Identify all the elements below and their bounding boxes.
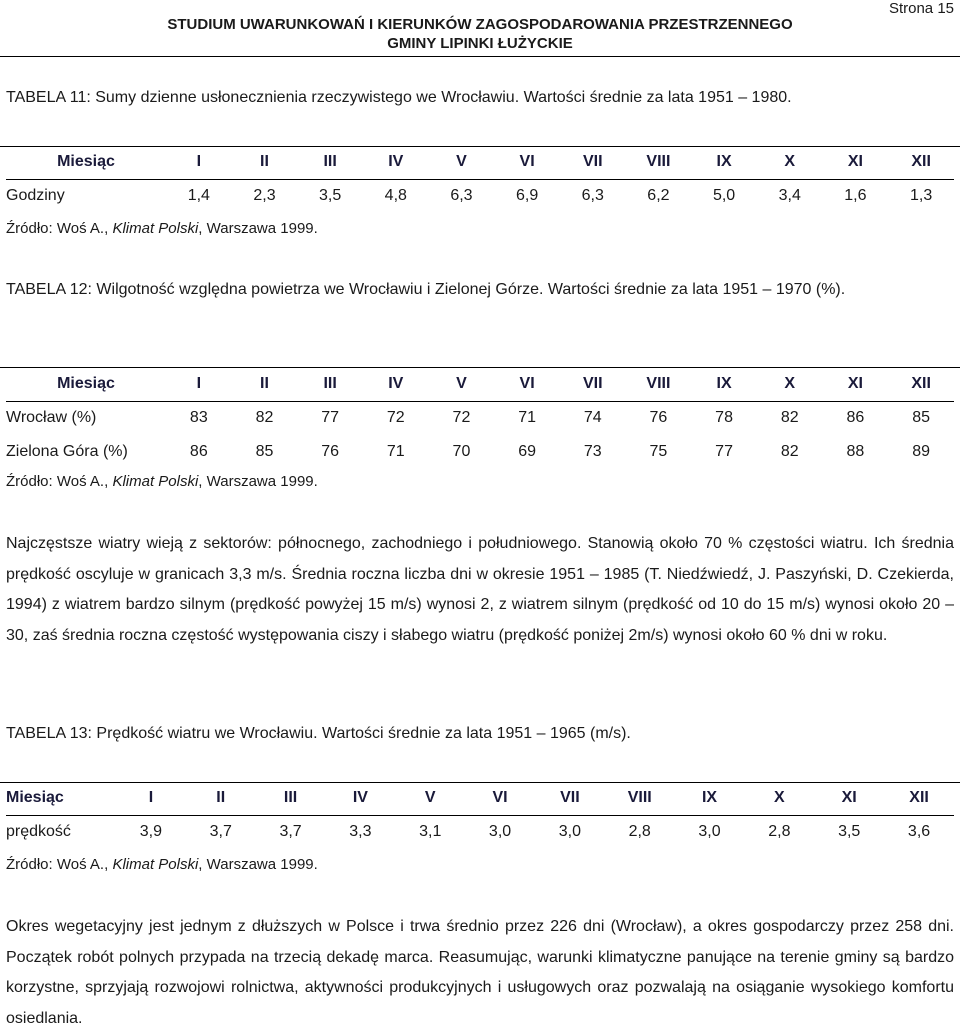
table-cell: 71: [518, 409, 536, 427]
column-header: IV: [352, 789, 368, 807]
column-header: XII: [911, 153, 931, 171]
table-cell: 6,2: [647, 186, 670, 204]
table-cell: 5,0: [712, 186, 736, 204]
column-header: VIII: [627, 789, 652, 807]
table-cell: 69: [518, 443, 536, 460]
column-header: III: [323, 153, 337, 171]
column-header: X: [784, 374, 796, 392]
column-header: V: [424, 789, 436, 807]
column-header: I: [196, 153, 202, 171]
column-header: Miesiąc: [57, 153, 115, 171]
wind-paragraph: Najczęstsze wiatry wieją z sektorów: północnego, zachodniego i południowego. Stanowią około 70 % częstości wiatru. Ich średnia prędkość oscyluje w granicach 3,3 m/s. Średnia roczna liczba dni w okresie 1951 – 1985 (T. Niedźwiedź, J. Paszyński, D. Czekierda, 1994) z wiatrem bardzo silnym (prędkość powyżej 15 m/s) wynosi 2, z wiatrem silnym (prędkość od 10 do 15 m/s) wynosi około 20 – 30, zaś średnia roczna częstość występowania ciszy i słabego wiatru (prędkość poniżej 2m/s) wynosi około 60 % dni w roku.: [6, 535, 954, 644]
table-13: [6, 782, 954, 848]
table-cell: 70: [452, 443, 471, 460]
column-header: II: [260, 374, 269, 392]
page-number: Strona 15: [888, 0, 954, 17]
column-header: VIII: [646, 153, 671, 171]
table-cell: 1,4: [187, 186, 210, 204]
row-label: prędkość: [6, 822, 71, 840]
column-header: VI: [492, 789, 508, 807]
header-rule: [0, 56, 960, 57]
column-header: II: [260, 153, 269, 171]
column-header: II: [216, 789, 226, 807]
table-cell: 3,4: [778, 186, 801, 204]
column-header: V: [456, 153, 467, 171]
table-row: [6, 435, 954, 469]
column-header: X: [784, 153, 796, 171]
column-header: IX: [716, 153, 732, 171]
column-header: VI: [519, 153, 535, 171]
table-13-caption: TABELA 13: Prędkość wiatru we Wrocławiu. Wartości średnie za lata 1951 – 1965 (m/s).: [6, 725, 631, 742]
column-header: III: [323, 374, 337, 392]
column-header: XI: [847, 374, 863, 392]
table-cell: 2,8: [628, 822, 651, 840]
table-row: [6, 179, 954, 212]
table-cell: 82: [780, 443, 799, 460]
table-cell: 76: [321, 443, 340, 460]
table-cell: 3,1: [419, 822, 442, 840]
table-13-source: Źródło: Woś A., Klimat Polski, Warszawa 1999.: [6, 856, 318, 873]
column-header: III: [283, 789, 298, 807]
table-header-row: [6, 782, 954, 815]
table-cell: 2,3: [253, 186, 276, 204]
table-cell: 3,0: [488, 822, 512, 840]
table-cell: 6,9: [515, 186, 539, 204]
table-cell: 6,3: [450, 186, 473, 204]
table-cell: 72: [452, 409, 471, 427]
table-cell: 85: [912, 409, 930, 427]
row-label: Wrocław (%): [6, 409, 97, 427]
table-cell: 3,6: [907, 822, 931, 840]
table-header-row: [6, 367, 954, 401]
column-header: I: [148, 789, 154, 807]
table-12-source: Źródło: Woś A., Klimat Polski, Warszawa 1999.: [6, 473, 318, 490]
table-12-caption: TABELA 12: Wilgotność względna powietrza we Wrocławiu i Zielonej Górze. Wartości średnie za lata 1951 – 1970 (%).: [6, 281, 846, 298]
row-label: Zielona Góra (%): [6, 443, 128, 460]
column-header: VII: [560, 789, 580, 807]
header-line-2: GMINY LIPINKI ŁUŻYCKIE: [387, 35, 573, 52]
column-header: VIII: [646, 374, 671, 392]
table-row: [6, 401, 954, 435]
table-cell: 71: [386, 443, 405, 460]
table-cell: 77: [321, 409, 340, 427]
row-label: Godziny: [6, 186, 65, 204]
table-cell: 78: [715, 409, 733, 427]
header-line-1: STUDIUM UWARUNKOWAŃ I KIERUNKÓW ZAGOSPODAROWANIA PRZESTRZENNEGO: [167, 16, 793, 33]
column-header: VI: [519, 374, 535, 392]
table-cell: 3,0: [558, 822, 581, 840]
table-cell: 3,3: [349, 822, 372, 840]
column-header: XII: [909, 789, 929, 807]
table-cell: 3,7: [279, 822, 302, 840]
vegetation-paragraph: Okres wegetacyjny jest jednym z dłuższych w Polsce i trwa średnio przez 226 dni (Wrocław), a okres gospodarczy przez 258 dni. Początek robót polnych przypada na trzecią dekadę marca. Reasumując, warunki klimatyczne panujące na terenie gminy są bardzo korzystne, sprzyjają rozwojowi rolnictwa, aktywności produkcyjnych i usługowych oraz pozwalają na osiąganie wysokiego komfortu osiedlania.: [6, 918, 954, 1027]
column-header: IX: [716, 374, 732, 392]
column-header: VII: [582, 374, 603, 392]
table-cell: 2,8: [768, 822, 791, 840]
table-cell: 4,8: [384, 186, 407, 204]
table-11-source: Źródło: Woś A., Klimat Polski, Warszawa 1999.: [6, 220, 318, 237]
table-row: [6, 815, 954, 848]
column-header: XII: [911, 374, 931, 392]
table-cell: 86: [846, 409, 865, 427]
column-header: IV: [388, 374, 404, 392]
table-cell: 88: [846, 443, 865, 460]
column-header: V: [456, 374, 467, 392]
table-cell: 1,6: [844, 186, 867, 204]
table-cell: 86: [189, 443, 208, 460]
table-cell: 1,3: [909, 186, 933, 204]
column-header: X: [774, 789, 785, 807]
column-header: XI: [847, 153, 863, 171]
column-header: Miesiąc: [6, 789, 64, 807]
table-cell: 82: [780, 409, 799, 427]
column-header: VII: [582, 153, 603, 171]
column-header: IX: [701, 789, 718, 807]
table-cell: 82: [255, 409, 274, 427]
table-cell: 75: [649, 443, 668, 460]
table-cell: 74: [583, 409, 602, 427]
table-cell: 72: [386, 409, 405, 427]
table-cell: 77: [715, 443, 733, 460]
column-header: I: [196, 374, 202, 392]
table-cell: 3,0: [698, 822, 721, 840]
table-cell: 76: [649, 409, 668, 427]
column-header: Miesiąc: [57, 374, 115, 392]
table-cell: 6,3: [581, 186, 604, 204]
document-header: [0, 15, 960, 53]
table-11: [6, 146, 954, 212]
table-cell: 3,5: [319, 186, 342, 204]
table-cell: 89: [912, 443, 930, 460]
table-header-row: [6, 146, 954, 179]
table-cell: 83: [189, 409, 208, 427]
table-cell: 3,5: [838, 822, 861, 840]
table-cell: 73: [583, 443, 602, 460]
column-header: IV: [388, 153, 404, 171]
table-cell: 85: [255, 443, 274, 460]
table-cell: 3,9: [139, 822, 163, 840]
table-12: [6, 367, 954, 469]
table-11-caption: TABELA 11: Sumy dzienne usłonecznienia rzeczywistego we Wrocławiu. Wartości średnie za lata 1951 – 1980.: [6, 89, 792, 106]
column-header: XI: [841, 789, 857, 807]
table-cell: 3,7: [209, 822, 232, 840]
